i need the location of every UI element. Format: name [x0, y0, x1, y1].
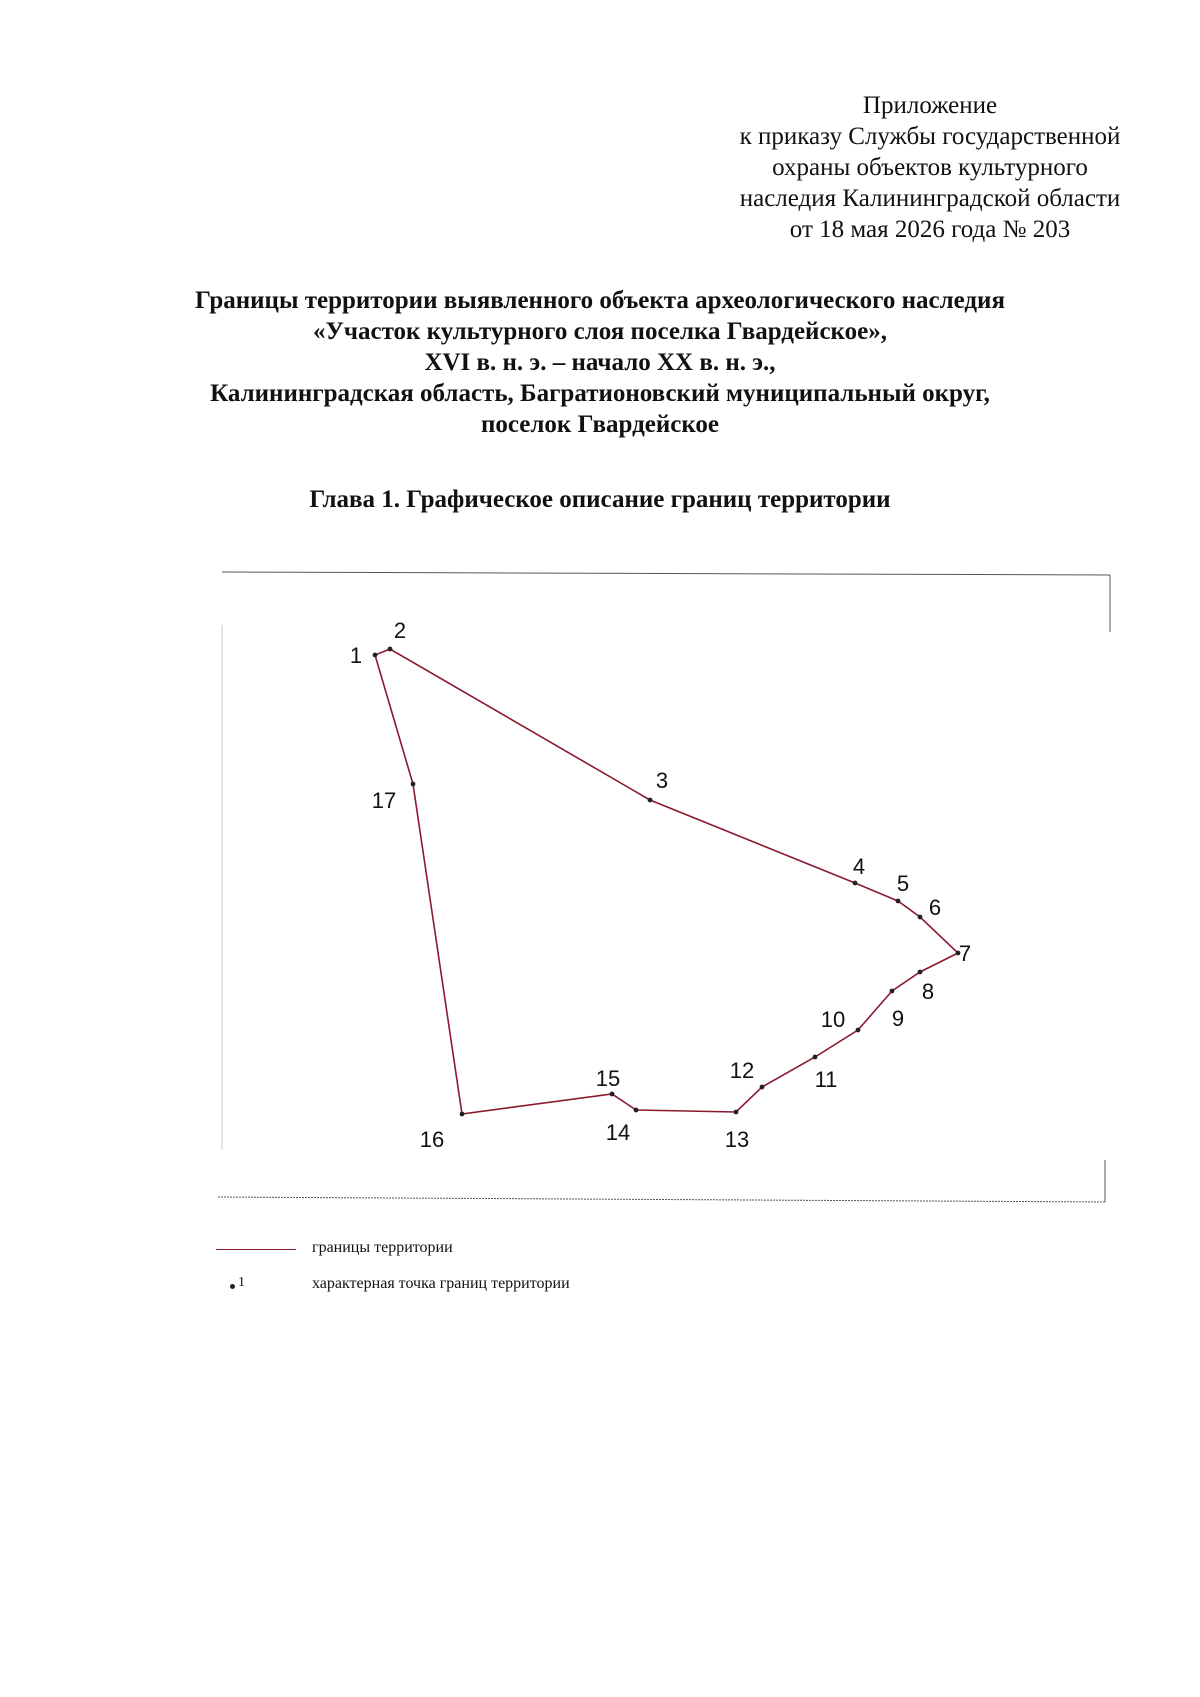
boundary-point-1 — [373, 653, 378, 658]
boundary-point-6 — [918, 915, 923, 920]
title-line: Границы территории выявленного объекта археологического наследия — [195, 287, 1005, 314]
legend-boundary-line — [216, 1249, 296, 1250]
boundary-point-9 — [890, 989, 895, 994]
title-line: XVI в. н. э. – начало XX в. н. э., — [424, 349, 776, 376]
point-label-12: 12 — [729, 1058, 755, 1083]
boundary-point-2 — [388, 647, 393, 652]
boundary-point-3 — [648, 798, 653, 803]
boundary-points — [373, 647, 961, 1117]
point-label-11: 11 — [814, 1067, 838, 1092]
title-line: «Участок культурного слоя поселка Гвардейское», — [313, 318, 887, 345]
point-label-2: 2 — [393, 618, 407, 643]
point-label-8: 8 — [921, 979, 935, 1004]
boundary-point-13 — [734, 1110, 739, 1115]
point-label-6: 6 — [928, 895, 942, 920]
legend-point-number: 1 — [238, 1275, 245, 1290]
title-line: поселок Гвардейское — [480, 411, 720, 438]
frame-bottom — [218, 1197, 1105, 1202]
boundary-point-4 — [853, 881, 858, 886]
point-label-16: 16 — [419, 1127, 445, 1152]
boundary-point-8 — [918, 970, 923, 975]
point-label-14: 14 — [605, 1120, 631, 1145]
boundary-point-16 — [460, 1112, 465, 1117]
point-label-10: 10 — [820, 1007, 846, 1032]
boundary-point-11 — [813, 1055, 818, 1060]
boundary-point-14 — [634, 1108, 639, 1113]
legend-boundary-label: границы территории — [312, 1239, 453, 1256]
title-line: Калининградская область, Багратионовский муниципальный округ, — [210, 380, 990, 407]
point-label-9: 9 — [891, 1006, 905, 1031]
territory-boundary — [375, 649, 958, 1114]
legend-point-dot — [230, 1284, 235, 1289]
boundary-point-10 — [856, 1028, 861, 1033]
point-label-7: 7 — [958, 941, 972, 966]
legend-point-label: характерная точка границ территории — [312, 1275, 570, 1292]
point-label-5: 5 — [896, 871, 910, 896]
appendix-line: наследия Калининградской области — [739, 185, 1121, 212]
appendix-line: от 18 мая 2026 года № 203 — [789, 216, 1071, 243]
point-labels — [350, 618, 971, 1152]
boundary-point-12 — [760, 1085, 765, 1090]
point-label-17: 17 — [371, 788, 397, 813]
appendix-line: охраны объектов культурного — [772, 154, 1088, 181]
frame-top — [222, 572, 1110, 575]
appendix-line: к приказу Службы государственной — [739, 123, 1121, 150]
point-label-15: 15 — [595, 1066, 621, 1091]
chapter-heading: Глава 1. Графическое описание границ территории — [309, 486, 891, 513]
boundary-point-15 — [610, 1092, 615, 1097]
point-label-4: 4 — [852, 854, 866, 879]
point-label-13: 13 — [724, 1127, 750, 1152]
appendix-line: Приложение — [862, 92, 998, 119]
boundary-point-17 — [411, 782, 416, 787]
point-label-3: 3 — [655, 768, 669, 793]
boundary-point-5 — [896, 899, 901, 904]
point-label-1: 1 — [349, 643, 363, 668]
